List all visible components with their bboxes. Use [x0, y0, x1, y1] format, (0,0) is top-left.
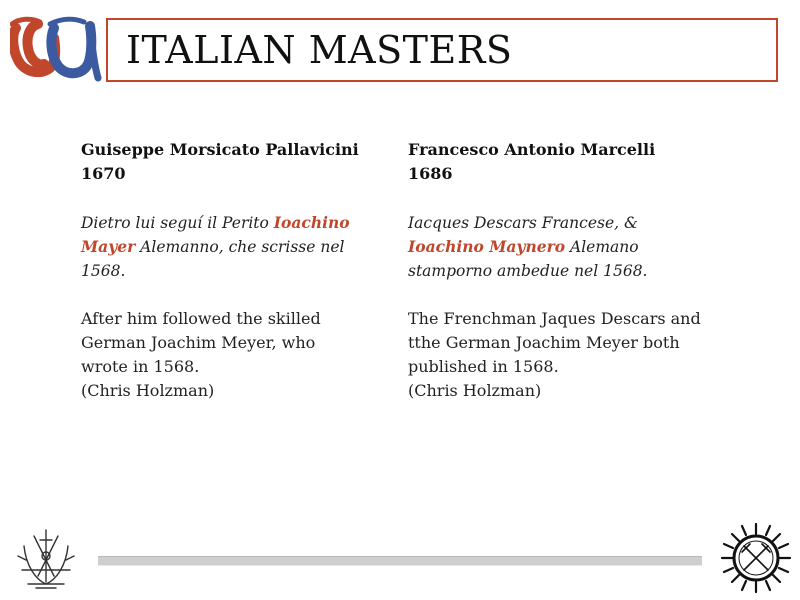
master-year: 1670: [81, 164, 126, 183]
master-name: Francesco Antonio Marcelli: [408, 140, 656, 159]
translation-line: wrote in 1568.: [81, 357, 200, 376]
master-name: Guiseppe Morsicato Pallavicini: [81, 140, 359, 159]
italian-quote: [408, 211, 708, 283]
translator-credit: (Chris Holzman): [408, 381, 542, 400]
quote-text: Dietro lui seguí il Perito: [81, 214, 274, 232]
master-column-left: [81, 138, 381, 403]
quote-highlight: Ioachino Mayer: [81, 213, 350, 256]
quote-text: Iacques Descars Francese, &: [408, 214, 638, 232]
title-box: [106, 18, 778, 82]
weapons-emblem-icon: [14, 526, 78, 592]
translation-line: The Frenchman Jaques Descars and: [408, 309, 701, 328]
translation-line: German Joachim Meyer, who: [81, 333, 316, 352]
english-translation: [81, 307, 381, 403]
translation-line: published in 1568.: [408, 357, 559, 376]
master-year: 1686: [408, 164, 453, 183]
italian-quote: [81, 211, 381, 283]
footer-divider: [98, 556, 702, 566]
master-column-right: [408, 138, 708, 403]
translation-line: After him followed the skilled: [81, 309, 321, 328]
quote-text: Alemanno, che scrisse nel 1568.: [81, 238, 345, 280]
logo-icon: [10, 14, 102, 86]
quote-highlight: Ioachino Maynero: [408, 237, 566, 256]
translator-credit: (Chris Holzman): [81, 381, 215, 400]
quote-text: Alemano stamporno ambedue nel 1568.: [408, 238, 648, 280]
page-title: ITALIAN MASTERS: [126, 28, 513, 72]
english-translation: [408, 307, 708, 403]
translation-line: tthe German Joachim Meyer both: [408, 333, 680, 352]
sun-swords-emblem-icon: [720, 522, 792, 594]
